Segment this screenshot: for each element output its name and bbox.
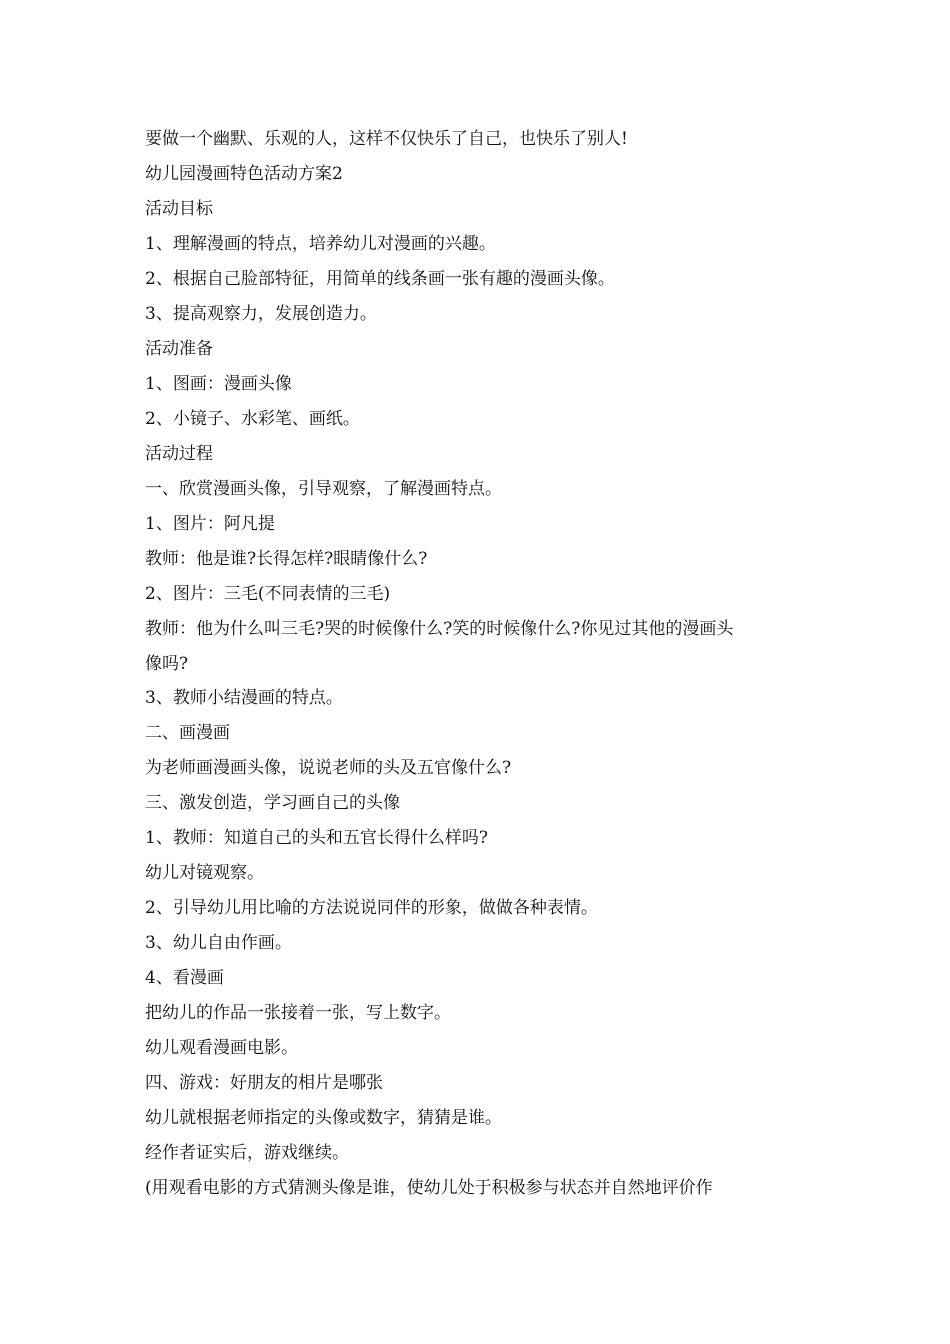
list-item: 2、引导幼儿用比喻的方法说说同伴的形象，做做各种表情。 xyxy=(145,898,598,918)
heading-process: 活动过程 xyxy=(145,444,213,464)
paragraph-line: 教师：他为什么叫三毛?哭的时候像什么?笑的时候像什么?你见过其他的漫画头 xyxy=(145,619,734,639)
step-heading: 三、激发创造，学习画自己的头像 xyxy=(145,793,400,813)
step-heading: 四、游戏：好朋友的相片是哪张 xyxy=(145,1073,383,1093)
list-item: 2、根据自己脸部特征，用简单的线条画一张有趣的漫画头像。 xyxy=(145,269,615,289)
list-item: 3、幼儿自由作画。 xyxy=(145,933,292,953)
list-item: 1、图片：阿凡提 xyxy=(145,514,275,534)
paragraph-line: 经作者证实后，游戏继续。 xyxy=(145,1143,349,1163)
list-item: 4、看漫画 xyxy=(145,968,224,988)
paragraph-line: 为老师画漫画头像，说说老师的头及五官像什么? xyxy=(145,758,512,778)
paragraph-line: 教师：他是谁?长得怎样?眼睛像什么? xyxy=(145,549,428,569)
paragraph-line: 幼儿对镜观察。 xyxy=(145,863,264,883)
document-body xyxy=(145,122,825,1206)
paragraph-line: 把幼儿的作品一张接着一张，写上数字。 xyxy=(145,1003,451,1023)
paragraph-line: 幼儿就根据老师指定的头像或数字，猜猜是谁。 xyxy=(145,1108,502,1128)
list-item: 2、图片：三毛(不同表情的三毛) xyxy=(145,584,391,604)
step-heading: 二、画漫画 xyxy=(145,723,230,743)
list-item: 1、图画：漫画头像 xyxy=(145,374,292,394)
list-item: 3、教师小结漫画的特点。 xyxy=(145,688,343,708)
step-heading: 一、欣赏漫画头像，引导观察，了解漫画特点。 xyxy=(145,479,502,499)
paragraph-line: 要做一个幽默、乐观的人，这样不仅快乐了自己，也快乐了别人! xyxy=(145,129,628,149)
heading-objectives: 活动目标 xyxy=(145,199,213,219)
section-title: 幼儿园漫画特色活动方案2 xyxy=(145,164,343,184)
paragraph-line: 幼儿观看漫画电影。 xyxy=(145,1038,298,1058)
paragraph-line-continuation: 像吗? xyxy=(145,654,189,674)
list-item: 1、理解漫画的特点，培养幼儿对漫画的兴趣。 xyxy=(145,234,496,254)
list-item: 2、小镜子、水彩笔、画纸。 xyxy=(145,409,360,429)
list-item: 3、提高观察力，发展创造力。 xyxy=(145,304,377,324)
heading-preparation: 活动准备 xyxy=(145,339,213,359)
paragraph-line: (用观看电影的方式猜测头像是谁，使幼儿处于积极参与状态并自然地评价作 xyxy=(145,1178,713,1198)
list-item: 1、教师：知道自己的头和五官长得什么样吗? xyxy=(145,828,488,848)
